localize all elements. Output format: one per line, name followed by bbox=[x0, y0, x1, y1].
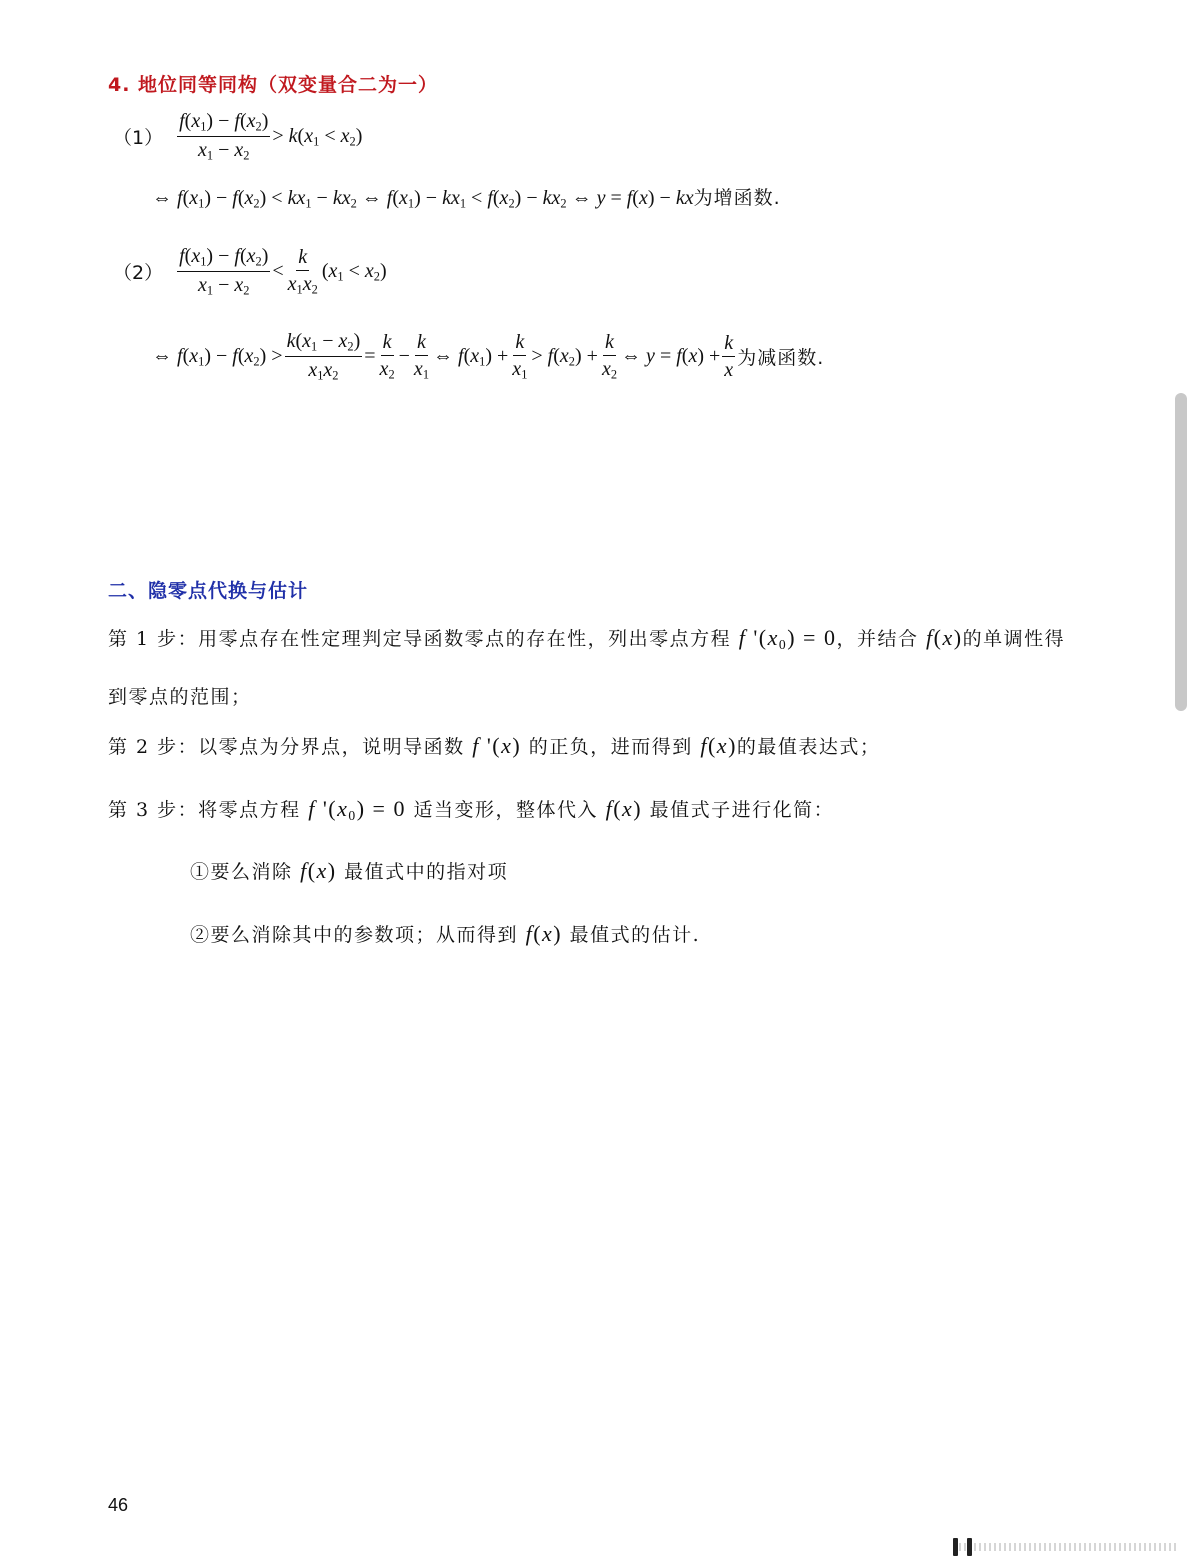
item-2-rhs-fraction: $\frac{k}{x_1x_2}$ bbox=[287, 246, 318, 297]
item-2-conclusion: 为减函数. bbox=[737, 347, 825, 370]
item-2-derivation: ⇔ $f(x_1) - f(x_2)$ > $\frac{k(x_1 - x_2)}{x_1x_2}$ = $\frac{k}{x_2}$ − $\frac{k}{x_1}$ ⇔ $f(x_1)$ + $\frac{k}{x_1}$ > $f(x_2)$ + $\frac{k}{x_2}$ ⇔ y = f(x) + $\frac{k}{x}$ 为减函数. bbox=[152, 330, 825, 384]
item-2-fraction: $\frac{f(x_1) - f(x_2)}{x_1 - x_2}$ bbox=[179, 245, 269, 299]
item-2-formula: （2） $\frac{f(x_1) - f(x_2)}{x_1 - x_2}$ < $\frac{k}{x_1x_2}$ $(x_1 < x_2)$ bbox=[113, 245, 387, 299]
step-3: 第 3 步：将零点方程 f '$(x_0) = 0$ 适当变形，整体代入 f(x) 最值式子进行化简： bbox=[108, 796, 835, 824]
step-1-line-1: 第 1 步：用零点存在性定理判定导函数零点的存在性，列出零点方程 f '$(x_0) = 0$，并结合 f(x)的单调性得 bbox=[108, 625, 1066, 653]
scroll-handle-right[interactable] bbox=[967, 1538, 972, 1556]
item-2-label: （2） bbox=[113, 262, 164, 285]
item-1-derivation: ⇔ $f(x_1) - f(x_2) < kx_1 - kx_2$ ⇔ $f(x_1) - kx_1 < f(x_2) - kx_2$ ⇔ y = f(x) − kx为增函数. bbox=[152, 187, 781, 211]
scroll-handle-left[interactable] bbox=[953, 1538, 958, 1556]
section-2-heading: 二、隐零点代换与估计 bbox=[108, 580, 309, 602]
item-1-conclusion: 为增函数. bbox=[693, 187, 781, 209]
step-2: 第 2 步：以零点为分界点，说明导函数 f '(x) 的正负，进而得到 f(x)的最值表达式； bbox=[108, 733, 881, 758]
sub-point-2: ②要么消除其中的参数项；从而得到 f(x) 最值式的估计. bbox=[190, 921, 701, 946]
item-1-fraction: $\frac{f(x_1) - f(x_2)}{x_1 - x_2}$ bbox=[179, 110, 269, 164]
sub-point-1: ①要么消除 f(x) 最值式中的指对项 bbox=[190, 858, 509, 883]
vertical-scrollbar-thumb[interactable] bbox=[1175, 393, 1187, 711]
step-1-line-2: 到零点的范围； bbox=[108, 686, 252, 708]
section-4-heading: 4. 地位同等同构（双变量合二为一） bbox=[108, 74, 439, 96]
item-2-condition: $(x_1 < x_2)$ bbox=[321, 259, 387, 284]
horizontal-scrollbar-track[interactable] bbox=[954, 1543, 1176, 1551]
item-1-formula bbox=[113, 110, 362, 164]
page-number: 46 bbox=[108, 1495, 129, 1515]
item-1-condition: > $k(x_1 < x_2)$ bbox=[272, 124, 363, 149]
item-1-label: （1） bbox=[113, 127, 164, 150]
